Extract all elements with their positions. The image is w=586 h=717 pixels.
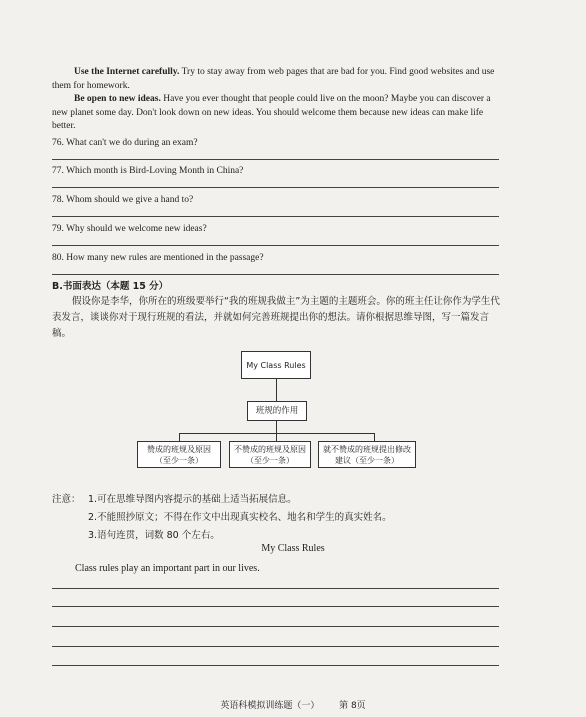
question-79: 79. Why should we welcome new ideas? [52,224,207,234]
passage-paragraph-1 [52,66,504,93]
para1-text: Try to stay away from web pages that are bad for you. Find good websites and use them for homework. [52,67,495,91]
writing-line[interactable] [52,606,499,607]
para1-heading: Use the Internet carefully. [74,67,180,77]
mindmap-connector [276,379,277,401]
reading-passage [52,66,504,134]
mindmap-connector [276,433,277,441]
question-76: 76. What can't we do during an exam? [52,138,198,148]
answer-line-78[interactable] [52,216,499,217]
mindmap-leaf-1: 赞成的班规及原因（至少一条） [137,441,221,468]
note-1: 1.可在思维导图内容提示的基础上适当拓展信息。 [88,494,297,505]
mindmap-connector [374,433,375,441]
writing-line[interactable] [52,665,499,666]
mindmap-root: My Class Rules [241,351,311,379]
mindmap-middle: 班规的作用 [247,401,307,421]
paper-title: 英语科模拟训练题（一） [220,701,320,711]
essay-opening: Class rules play an important part in our lives. [75,563,260,574]
answer-line-77[interactable] [52,187,499,188]
question-78: 78. Whom should we give a hand to? [52,195,194,205]
mindmap-connector [276,421,277,433]
notes-label: 注意： [52,494,81,505]
mindmap-leaf-2: 不赞成的班规及原因（至少一条） [229,441,311,468]
section-b-prompt: 假设你是李华，你所在的班级要举行“我的班规我做主”为主题的主题班会。你的班主任让你作为学生代表发言，谈谈你对于现行班规的看法，并就如何完善班规提出你的想法。请你根据思维导图，写一篇发言稿。 [52,296,500,339]
passage-paragraph-2 [52,93,504,134]
note-3: 3.语句连贯，词数 80 个左右。 [88,530,220,541]
para2-text: Have you ever thought that people could live on the moon? Maybe you can discover a new planet some day. Don't look down on new ideas. You should welcome them because new ideas can make life better. [52,94,491,131]
question-80: 80. How many new rules are mentioned in the passage? [52,253,264,263]
answer-line-80[interactable] [52,274,499,275]
answer-line-79[interactable] [52,245,499,246]
writing-line[interactable] [52,588,499,589]
note-2: 2.不能照抄原文；不得在作文中出现真实校名、地名和学生的真实姓名。 [88,512,392,523]
para2-heading: Be open to new ideas. [74,94,161,104]
writing-line[interactable] [52,646,499,647]
page-number: 第 8页 [339,701,366,711]
mindmap-leaf-3: 就不赞成的班规提出修改建议（至少一条） [318,441,416,468]
essay-title: My Class Rules [261,543,325,554]
mindmap-connector [179,433,180,441]
question-77: 77. Which month is Bird-Loving Month in China? [52,166,244,176]
page-footer [0,698,586,714]
section-b-heading: B.书面表达（本题 15 分） [52,281,169,292]
writing-line[interactable] [52,626,499,627]
answer-line-76[interactable] [52,159,499,160]
